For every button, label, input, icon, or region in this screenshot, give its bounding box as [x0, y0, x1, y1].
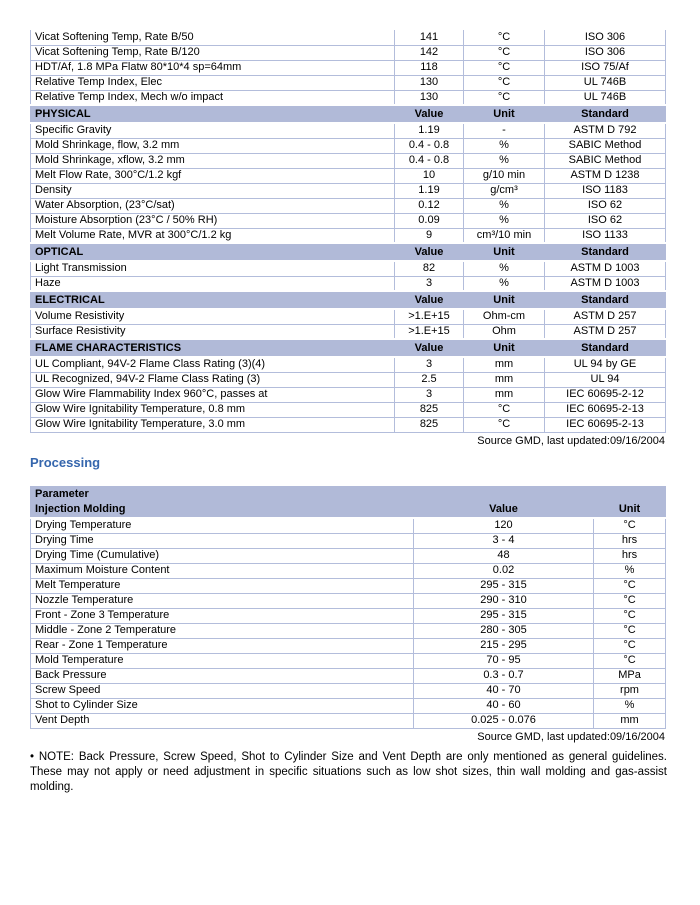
value-cell: 295 - 315	[414, 608, 594, 623]
parameter-cell: Melt Flow Rate, 300°C/1.2 kgf	[31, 168, 395, 183]
unit-cell: °C	[464, 45, 545, 60]
value-cell: 40 - 60	[414, 698, 594, 713]
unit-cell: %	[594, 563, 666, 578]
parameter-cell: Relative Temp Index, Mech w/o impact	[31, 90, 395, 105]
unit-cell: %	[594, 698, 666, 713]
parameter-cell: Glow Wire Flammability Index 960°C, passes at	[31, 387, 395, 402]
value-cell: 82	[395, 261, 464, 276]
value-cell: 9	[395, 228, 464, 243]
property-row	[31, 417, 666, 432]
value-column-header: Value	[414, 502, 594, 518]
standard-cell: ISO 306	[545, 45, 666, 60]
value-cell: 10	[395, 168, 464, 183]
standard-column-header: Standard	[545, 291, 666, 309]
value-cell: 141	[395, 30, 464, 45]
unit-cell: rpm	[594, 683, 666, 698]
value-column-header: Value	[395, 243, 464, 261]
property-row	[31, 168, 666, 183]
parameter-cell: Density	[31, 183, 395, 198]
processing-header-parameter-row	[31, 486, 666, 502]
standard-cell: ISO 1133	[545, 228, 666, 243]
parameter-cell: Nozzle Temperature	[31, 593, 414, 608]
unit-cell: g/cm³	[464, 183, 545, 198]
unit-cell: °C	[464, 417, 545, 432]
processing-row	[31, 593, 666, 608]
property-row	[31, 276, 666, 291]
unit-cell: mm	[594, 713, 666, 728]
parameter-cell: Specific Gravity	[31, 123, 395, 138]
processing-row	[31, 623, 666, 638]
property-row	[31, 75, 666, 90]
standard-cell: ISO 62	[545, 213, 666, 228]
unit-column-header: Unit	[464, 291, 545, 309]
standard-cell: IEC 60695-2-13	[545, 402, 666, 417]
value-cell: 0.02	[414, 563, 594, 578]
standard-cell: ASTM D 792	[545, 123, 666, 138]
value-cell: 0.3 - 0.7	[414, 668, 594, 683]
property-row	[31, 324, 666, 339]
processing-row	[31, 638, 666, 653]
unit-cell: mm	[464, 372, 545, 387]
property-row	[31, 213, 666, 228]
section-label: OPTICAL	[31, 243, 395, 261]
standard-cell: ISO 306	[545, 30, 666, 45]
parameter-cell: Glow Wire Ignitability Temperature, 3.0 mm	[31, 417, 395, 432]
parameter-cell: Relative Temp Index, Elec	[31, 75, 395, 90]
unit-cell: °C	[464, 75, 545, 90]
value-cell: >1.E+15	[395, 324, 464, 339]
parameter-cell: UL Compliant, 94V-2 Flame Class Rating (3)(4)	[31, 357, 395, 372]
value-cell: 130	[395, 90, 464, 105]
guidelines-note: • NOTE: Back Pressure, Screw Speed, Shot to Cylinder Size and Vent Depth are only mentioned as general guidelines. These may not apply or need adjustment in specific situations such as low shot sizes, thin wall molding and gas-assist molding.	[30, 750, 667, 793]
value-cell: 0.025 - 0.076	[414, 713, 594, 728]
standard-column-header: Standard	[545, 339, 666, 357]
value-cell: 3 - 4	[414, 533, 594, 548]
processing-row	[31, 713, 666, 728]
unit-cell: hrs	[594, 548, 666, 563]
standard-cell: ASTM D 257	[545, 309, 666, 324]
unit-cell: %	[464, 198, 545, 213]
parameter-cell: Drying Time (Cumulative)	[31, 548, 414, 563]
unit-cell: °C	[594, 578, 666, 593]
processing-row	[31, 563, 666, 578]
value-cell: 130	[395, 75, 464, 90]
value-cell: 1.19	[395, 183, 464, 198]
standard-cell: IEC 60695-2-13	[545, 417, 666, 432]
parameter-cell: Drying Time	[31, 533, 414, 548]
standard-cell: ASTM D 1238	[545, 168, 666, 183]
parameter-cell: Melt Volume Rate, MVR at 300°C/1.2 kg	[31, 228, 395, 243]
properties-table-body	[31, 30, 666, 432]
unit-cell: MPa	[594, 668, 666, 683]
section-header-row-optical	[31, 243, 666, 261]
value-cell: 142	[395, 45, 464, 60]
processing-table	[30, 486, 666, 729]
processing-row	[31, 608, 666, 623]
parameter-header-label: Parameter	[31, 486, 666, 502]
standard-cell: ISO 62	[545, 198, 666, 213]
value-cell: 3	[395, 387, 464, 402]
value-cell: 825	[395, 417, 464, 432]
value-cell: 825	[395, 402, 464, 417]
parameter-cell: Water Absorption, (23°C/sat)	[31, 198, 395, 213]
standard-column-header: Standard	[545, 105, 666, 123]
processing-row	[31, 533, 666, 548]
value-column-header: Value	[395, 291, 464, 309]
parameter-cell: Glow Wire Ignitability Temperature, 0.8 mm	[31, 402, 395, 417]
property-row	[31, 30, 666, 45]
parameter-cell: Middle - Zone 2 Temperature	[31, 623, 414, 638]
unit-cell: mm	[464, 387, 545, 402]
source-note-2: Source GMD, last updated:09/16/2004	[477, 730, 665, 743]
unit-cell: °C	[594, 593, 666, 608]
value-cell: 118	[395, 60, 464, 75]
unit-cell: cm³/10 min	[464, 228, 545, 243]
value-cell: 2.5	[395, 372, 464, 387]
parameter-cell: Light Transmission	[31, 261, 395, 276]
property-row	[31, 60, 666, 75]
value-cell: 290 - 310	[414, 593, 594, 608]
value-column-header: Value	[395, 105, 464, 123]
parameter-cell: Vent Depth	[31, 713, 414, 728]
standard-cell: IEC 60695-2-12	[545, 387, 666, 402]
section-header-row-flame-characteristics	[31, 339, 666, 357]
unit-cell: °C	[594, 638, 666, 653]
source-note: Source GMD, last updated:09/16/2004	[477, 434, 665, 447]
standard-cell: ASTM D 1003	[545, 276, 666, 291]
value-cell: 40 - 70	[414, 683, 594, 698]
parameter-cell: Screw Speed	[31, 683, 414, 698]
unit-cell: -	[464, 123, 545, 138]
section-header-row-electrical	[31, 291, 666, 309]
unit-cell: °C	[464, 402, 545, 417]
unit-cell: °C	[464, 90, 545, 105]
parameter-cell: Surface Resistivity	[31, 324, 395, 339]
parameter-cell: Rear - Zone 1 Temperature	[31, 638, 414, 653]
parameter-cell: Shot to Cylinder Size	[31, 698, 414, 713]
unit-cell: °C	[594, 608, 666, 623]
unit-cell: Ohm-cm	[464, 309, 545, 324]
value-cell: 70 - 95	[414, 653, 594, 668]
value-cell: 295 - 315	[414, 578, 594, 593]
processing-header-row-injection-molding	[31, 502, 666, 518]
standard-cell: UL 746B	[545, 75, 666, 90]
unit-cell: °C	[594, 623, 666, 638]
parameter-cell: Mold Shrinkage, flow, 3.2 mm	[31, 138, 395, 153]
property-row	[31, 153, 666, 168]
parameter-cell: Maximum Moisture Content	[31, 563, 414, 578]
value-cell: 0.12	[395, 198, 464, 213]
unit-cell: %	[464, 213, 545, 228]
property-row	[31, 372, 666, 387]
value-cell: 1.19	[395, 123, 464, 138]
standard-cell: ASTM D 257	[545, 324, 666, 339]
unit-column-header: Unit	[594, 502, 666, 518]
processing-row	[31, 653, 666, 668]
processing-table-body	[31, 486, 666, 728]
section-label: PHYSICAL	[31, 105, 395, 123]
properties-table	[30, 30, 666, 433]
standard-cell: ASTM D 1003	[545, 261, 666, 276]
unit-cell: %	[464, 276, 545, 291]
unit-cell: mm	[464, 357, 545, 372]
value-column-header: Value	[395, 339, 464, 357]
value-cell: 215 - 295	[414, 638, 594, 653]
unit-cell: °C	[594, 653, 666, 668]
unit-cell: g/10 min	[464, 168, 545, 183]
property-row	[31, 198, 666, 213]
property-row	[31, 309, 666, 324]
unit-cell: %	[464, 261, 545, 276]
property-row	[31, 123, 666, 138]
standard-cell: SABIC Method	[545, 153, 666, 168]
unit-cell: %	[464, 138, 545, 153]
value-cell: 280 - 305	[414, 623, 594, 638]
property-row	[31, 261, 666, 276]
section-header-row-physical	[31, 105, 666, 123]
parameter-cell: Drying Temperature	[31, 518, 414, 533]
unit-cell: °C	[464, 60, 545, 75]
parameter-cell: Melt Temperature	[31, 578, 414, 593]
standard-cell: ISO 75/Af	[545, 60, 666, 75]
unit-cell: Ohm	[464, 324, 545, 339]
parameter-cell: Front - Zone 3 Temperature	[31, 608, 414, 623]
value-cell: 0.4 - 0.8	[395, 153, 464, 168]
injection-molding-label: Injection Molding	[31, 502, 414, 518]
processing-row	[31, 683, 666, 698]
parameter-cell: Vicat Softening Temp, Rate B/50	[31, 30, 395, 45]
processing-row	[31, 518, 666, 533]
standard-cell: ISO 1183	[545, 183, 666, 198]
value-cell: 3	[395, 357, 464, 372]
processing-row	[31, 578, 666, 593]
property-row	[31, 228, 666, 243]
property-row	[31, 45, 666, 60]
value-cell: 0.4 - 0.8	[395, 138, 464, 153]
parameter-cell: Back Pressure	[31, 668, 414, 683]
parameter-cell: Mold Shrinkage, xflow, 3.2 mm	[31, 153, 395, 168]
unit-column-header: Unit	[464, 105, 545, 123]
parameter-cell: Vicat Softening Temp, Rate B/120	[31, 45, 395, 60]
parameter-cell: UL Recognized, 94V-2 Flame Class Rating (3)	[31, 372, 395, 387]
standard-column-header: Standard	[545, 243, 666, 261]
unit-cell: hrs	[594, 533, 666, 548]
value-cell: 3	[395, 276, 464, 291]
section-label: ELECTRICAL	[31, 291, 395, 309]
parameter-cell: Mold Temperature	[31, 653, 414, 668]
value-cell: 120	[414, 518, 594, 533]
value-cell: 48	[414, 548, 594, 563]
unit-cell: %	[464, 153, 545, 168]
value-cell: >1.E+15	[395, 309, 464, 324]
unit-cell: °C	[464, 30, 545, 45]
standard-cell: UL 94 by GE	[545, 357, 666, 372]
processing-row	[31, 548, 666, 563]
parameter-cell: Haze	[31, 276, 395, 291]
parameter-cell: HDT/Af, 1.8 MPa Flatw 80*10*4 sp=64mm	[31, 60, 395, 75]
value-cell: 0.09	[395, 213, 464, 228]
standard-cell: SABIC Method	[545, 138, 666, 153]
section-label: FLAME CHARACTERISTICS	[31, 339, 395, 357]
processing-heading: Processing	[30, 454, 101, 470]
standard-cell: UL 746B	[545, 90, 666, 105]
standard-cell: UL 94	[545, 372, 666, 387]
property-row	[31, 90, 666, 105]
unit-cell: °C	[594, 518, 666, 533]
parameter-cell: Moisture Absorption (23°C / 50% RH)	[31, 213, 395, 228]
property-row	[31, 183, 666, 198]
processing-row	[31, 668, 666, 683]
property-row	[31, 402, 666, 417]
parameter-cell: Volume Resistivity	[31, 309, 395, 324]
unit-column-header: Unit	[464, 243, 545, 261]
property-row	[31, 387, 666, 402]
property-row	[31, 357, 666, 372]
processing-row	[31, 698, 666, 713]
unit-column-header: Unit	[464, 339, 545, 357]
property-row	[31, 138, 666, 153]
